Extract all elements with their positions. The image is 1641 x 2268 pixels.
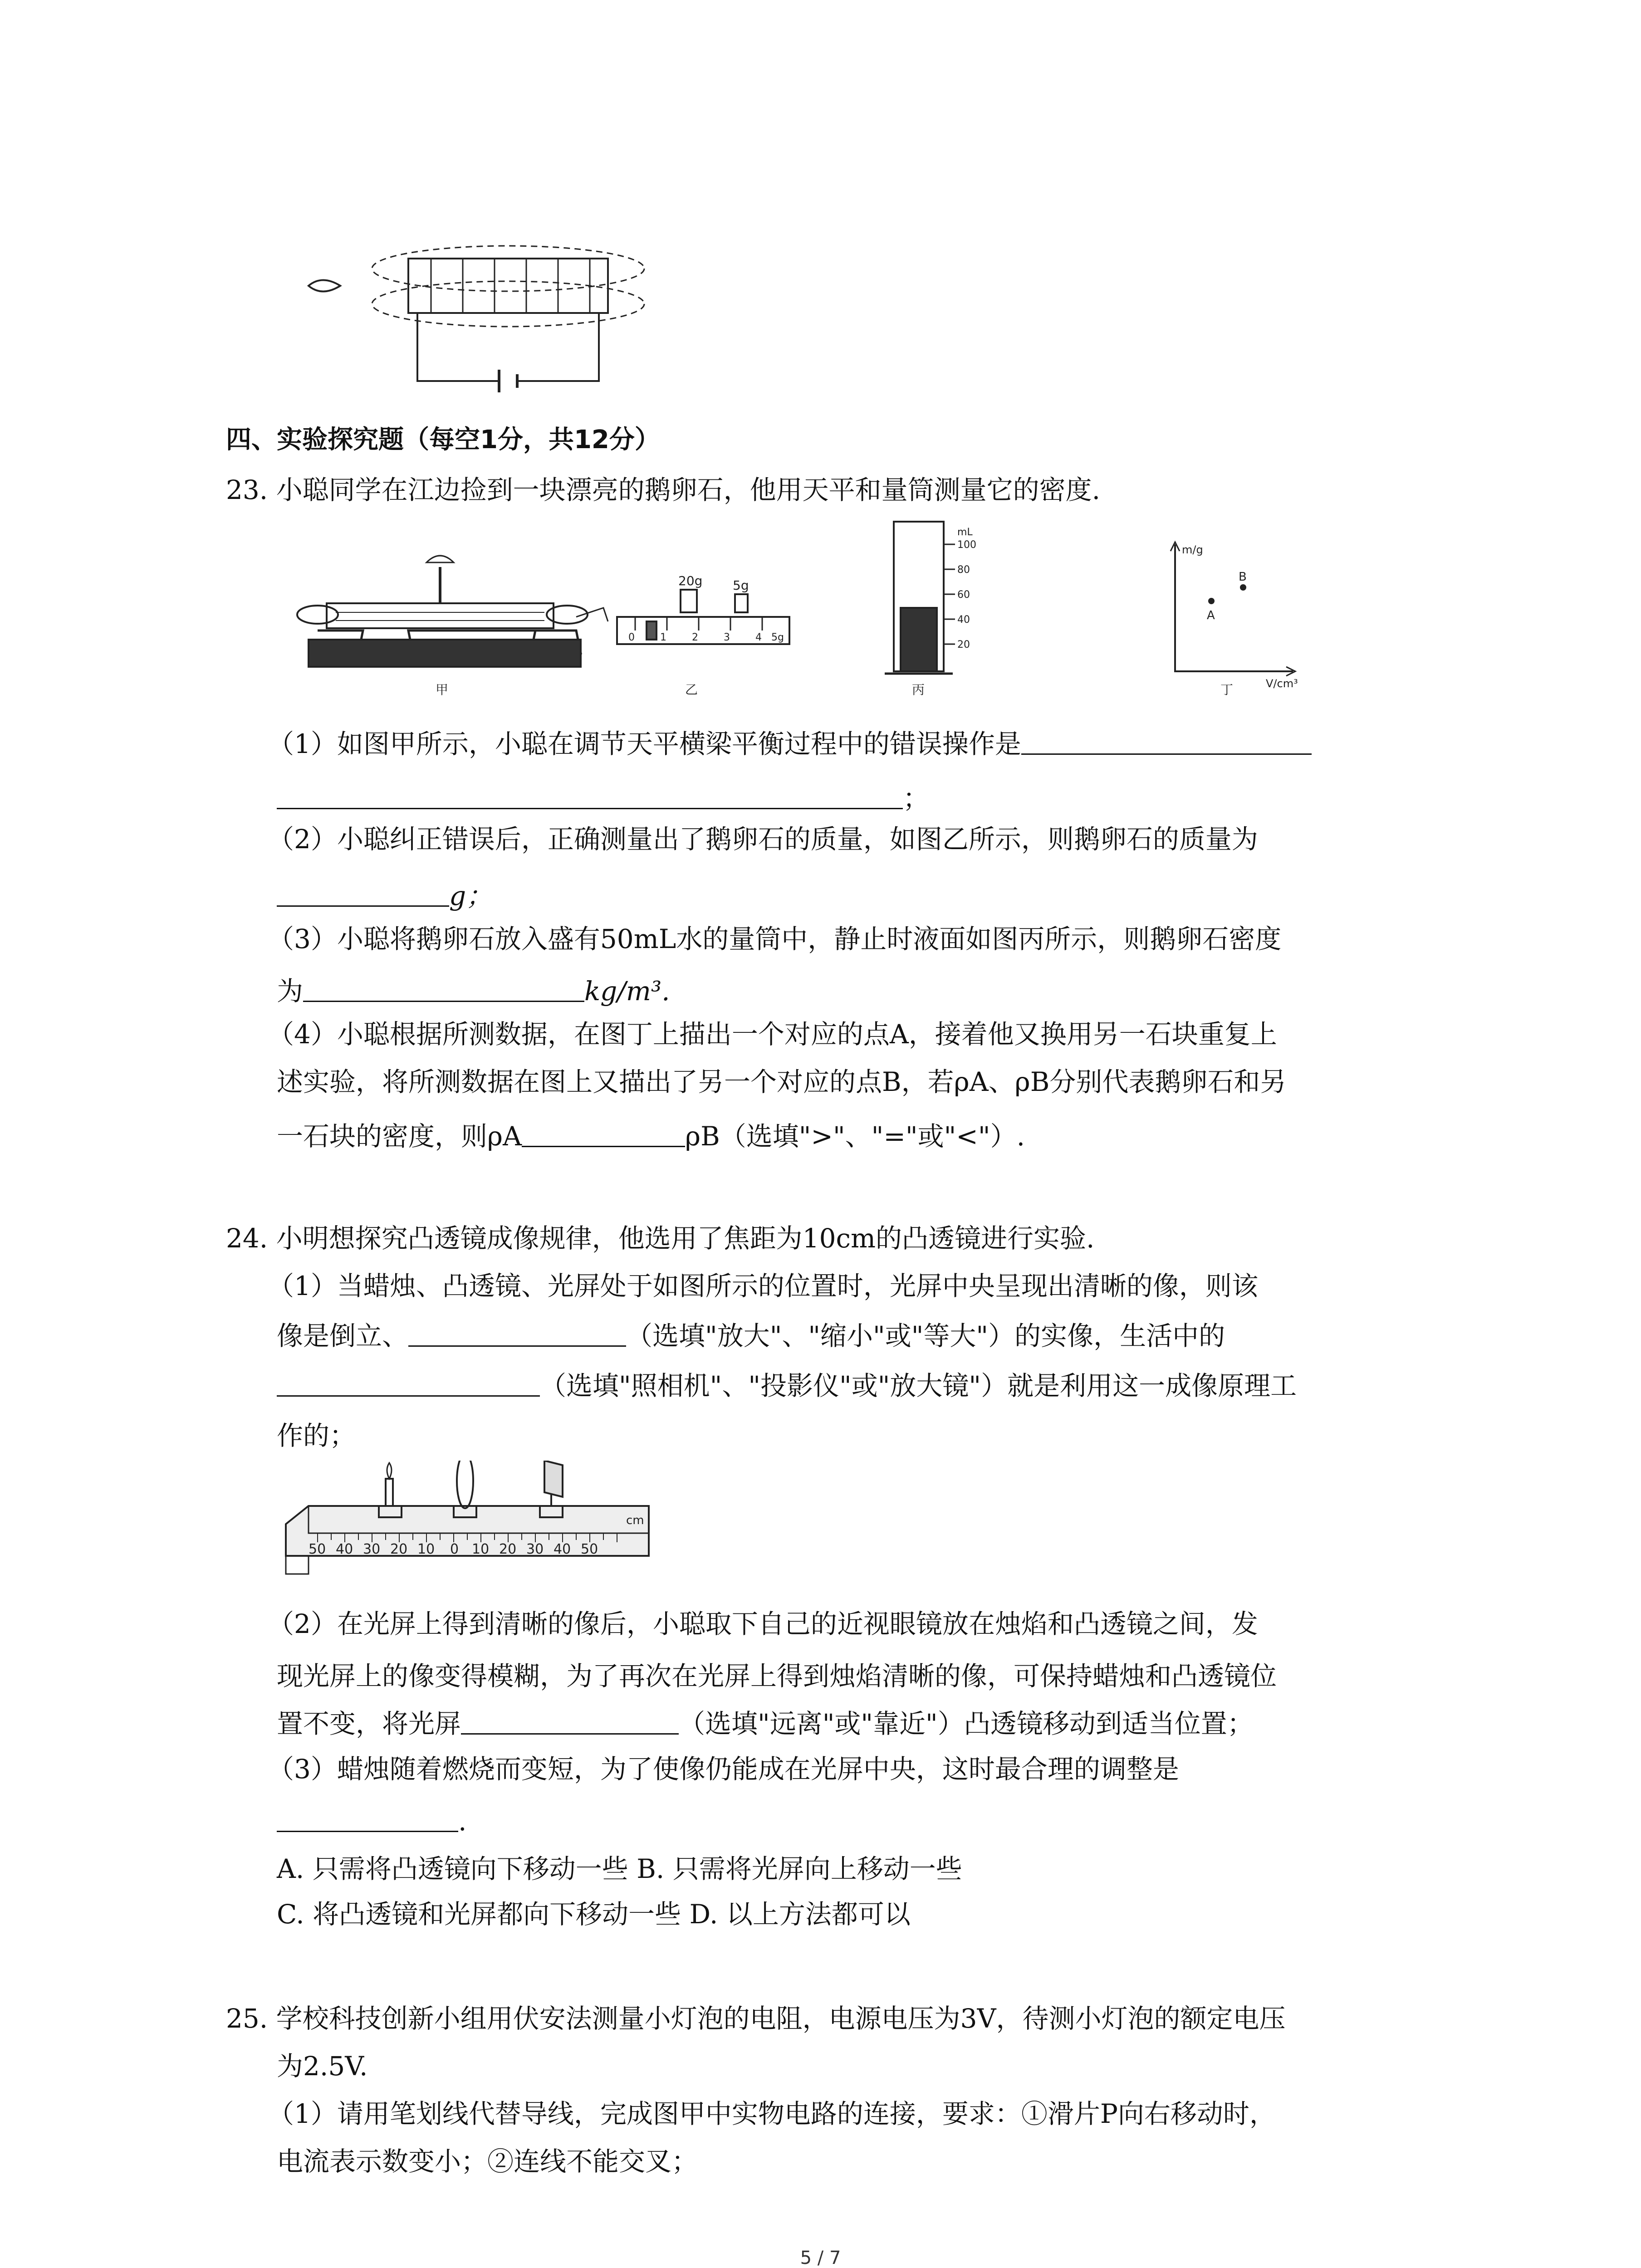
solenoid-figure bbox=[290, 231, 662, 404]
cylinder-100: 100 bbox=[957, 539, 976, 551]
lens-icon bbox=[457, 1461, 473, 1508]
compass-needle-icon bbox=[309, 280, 340, 292]
q23-part3: （3）小聪将鹅卵石放入盛有50mL水的量筒中，静止时液面如图丙所示，则鹅卵石密度 bbox=[268, 924, 1282, 954]
q24-part1-d: 作的； bbox=[277, 1420, 356, 1451]
q24-stem: 24. 小明想探究凸透镜成像规律，他选用了焦距为10cm的凸透镜进行实验. bbox=[226, 1223, 1095, 1254]
cylinder-40: 40 bbox=[957, 614, 970, 626]
label-bing: 丙 bbox=[912, 682, 925, 697]
label-weight-20g: 20g bbox=[678, 573, 703, 588]
weights-ruler-figure bbox=[617, 590, 789, 644]
cylinder-60: 60 bbox=[957, 589, 970, 601]
bench-tick-1: 40 bbox=[336, 1541, 353, 1557]
optical-bench-figure bbox=[281, 1461, 653, 1588]
q24-part1-b: 像是倒立、 （选填"放大"、"缩小"或"等大"）的实像，生活中的 bbox=[277, 1320, 1225, 1351]
q23-part4-c: 一石块的密度，则ρA ρB（选填">"、"="或"<"）. bbox=[277, 1121, 1025, 1152]
q25-part1-a: （1）请用笔划线代替导线，完成图甲中实物电路的连接，要求：①滑片P向右移动时， bbox=[268, 2098, 1276, 2129]
q24-part2-b: 现光屏上的像变得模糊，为了再次在光屏上得到烛焰清晰的像，可保持蜡烛和凸透镜位 bbox=[277, 1661, 1277, 1691]
answer-blank-1b[interactable] bbox=[277, 782, 903, 809]
label-weight-5g: 5g bbox=[733, 578, 749, 593]
q23-figures bbox=[290, 517, 1470, 708]
ruler-tick-3: 3 bbox=[724, 632, 730, 643]
flame-icon bbox=[387, 1463, 392, 1479]
field-line-outer-bottom bbox=[372, 281, 644, 327]
q25-stem-b: 为2.5V. bbox=[277, 2051, 368, 2082]
q23-part4-b: 述实验，将所测数据在图上又描出了另一个对应的点B，若ρA、ρB分别代表鹅卵石和另 bbox=[277, 1066, 1287, 1097]
cylinder-20: 20 bbox=[957, 639, 970, 650]
q24-part2-a: （2）在光屏上得到清晰的像后，小聪取下自己的近视眼镜放在烛焰和凸透镜之间，发 bbox=[268, 1608, 1258, 1639]
q24-options-cd: C. 将凸透镜和光屏都向下移动一些 D. 以上方法都可以 bbox=[277, 1899, 911, 1930]
page-number: 5 / 7 bbox=[800, 2248, 841, 2268]
label-jia: 甲 bbox=[436, 682, 449, 697]
label-ding: 丁 bbox=[1220, 682, 1234, 697]
q24-part1-c: （选填"照相机"、"投影仪"或"放大镜"）就是利用这一成像原理工 bbox=[277, 1368, 1297, 1404]
q24-part3-b: . bbox=[277, 1803, 466, 1839]
ruler-tick-4: 4 bbox=[755, 632, 762, 643]
graph-axis-y: m/g bbox=[1182, 543, 1203, 556]
bench-tick-0: 50 bbox=[309, 1541, 326, 1557]
mass-volume-graph bbox=[1171, 542, 1295, 676]
bench-tick-9: 40 bbox=[554, 1541, 571, 1557]
solenoid-core bbox=[408, 259, 608, 313]
ruler-tick-0: 0 bbox=[628, 632, 635, 643]
graph-axis-x: V/cm³ bbox=[1266, 677, 1298, 690]
bench-tick-5: 0 bbox=[450, 1541, 459, 1557]
q25-stem-a: 25. 学校科技创新小组用伏安法测量小灯泡的电阻，电源电压为3V，待测小灯泡的额定电压 bbox=[226, 2003, 1286, 2034]
ruler-tick-5g: 5g bbox=[771, 632, 784, 643]
q23-stem: 23. 小聪同学在江边捡到一块漂亮的鹅卵石，他用天平和量筒测量它的密度. bbox=[226, 474, 1101, 505]
q23-part2-cont: g； bbox=[277, 878, 492, 914]
point-a-dot bbox=[1208, 598, 1215, 604]
q24-options-ab: A. 只需将凸透镜向下移动一些 B. 只需将光屏向上移动一些 bbox=[277, 1853, 962, 1884]
bench-tick-10: 50 bbox=[581, 1541, 598, 1557]
battery-icon bbox=[499, 370, 517, 392]
label-yi: 乙 bbox=[685, 682, 698, 697]
answer-blank-1[interactable] bbox=[1021, 728, 1312, 755]
ruler-tick-1: 1 bbox=[660, 632, 666, 643]
q23-part1-cont: ； bbox=[277, 780, 929, 816]
bench-unit: cm bbox=[626, 1514, 644, 1527]
graph-point-b: B bbox=[1239, 570, 1247, 584]
q23-part3-cont: 为 kg/m³. bbox=[277, 976, 670, 1007]
bench-tick-3: 20 bbox=[390, 1541, 408, 1557]
bench-tick-4: 10 bbox=[417, 1541, 435, 1557]
answer-blank-7[interactable] bbox=[461, 1708, 679, 1735]
q23-part1: （1）如图甲所示，小聪在调节天平横梁平衡过程中的错误操作是 bbox=[268, 726, 1312, 762]
q23-part2: （2）小聪纠正错误后，正确测量出了鹅卵石的质量，如图乙所示，则鹅卵石的质量为 bbox=[268, 824, 1258, 855]
bench-tick-2: 30 bbox=[363, 1541, 381, 1557]
graduated-cylinder-figure bbox=[885, 522, 955, 674]
answer-blank-3[interactable] bbox=[303, 975, 584, 1002]
circuit-wire bbox=[417, 313, 599, 381]
coil-windings bbox=[431, 259, 590, 313]
q24-part2-c: 置不变，将光屏 （选填"远离"或"靠近"）凸透镜移动到适当位置； bbox=[277, 1708, 1254, 1739]
bench-tick-8: 30 bbox=[526, 1541, 544, 1557]
bench-tick-6: 10 bbox=[472, 1541, 490, 1557]
answer-blank-2[interactable] bbox=[277, 880, 449, 907]
screen-icon bbox=[544, 1461, 563, 1497]
q25-part1-b: 电流表示数变小；②连线不能交叉； bbox=[277, 2146, 698, 2177]
candle-icon bbox=[386, 1479, 393, 1506]
q24-part3-a: （3）蜡烛随着燃烧而变短，为了使像仍能成在光屏中央，这时最合理的调整是 bbox=[268, 1754, 1179, 1784]
ruler-tick-2: 2 bbox=[692, 632, 698, 643]
q23-part4-a: （4）小聪根据所测数据，在图丁上描出一个对应的点A，接着他又换用另一石块重复上 bbox=[268, 1019, 1277, 1050]
field-line-outer-top bbox=[372, 246, 644, 291]
answer-blank-6[interactable] bbox=[277, 1370, 540, 1397]
cylinder-unit: mL bbox=[957, 527, 973, 538]
cylinder-80: 80 bbox=[957, 564, 970, 576]
answer-blank-5[interactable] bbox=[408, 1320, 626, 1347]
point-b-dot bbox=[1240, 584, 1246, 591]
answer-blank-4[interactable] bbox=[522, 1120, 685, 1147]
q24-part1-a: （1）当蜡烛、凸透镜、光屏处于如图所示的位置时，光屏中央呈现出清晰的像，则该 bbox=[268, 1271, 1258, 1301]
answer-blank-8[interactable] bbox=[277, 1805, 458, 1832]
balance-figure bbox=[297, 556, 608, 667]
bench-tick-7: 20 bbox=[499, 1541, 517, 1557]
section-heading: 四、实验探究题（每空1分，共12分） bbox=[226, 425, 660, 455]
graph-point-a: A bbox=[1207, 609, 1215, 622]
